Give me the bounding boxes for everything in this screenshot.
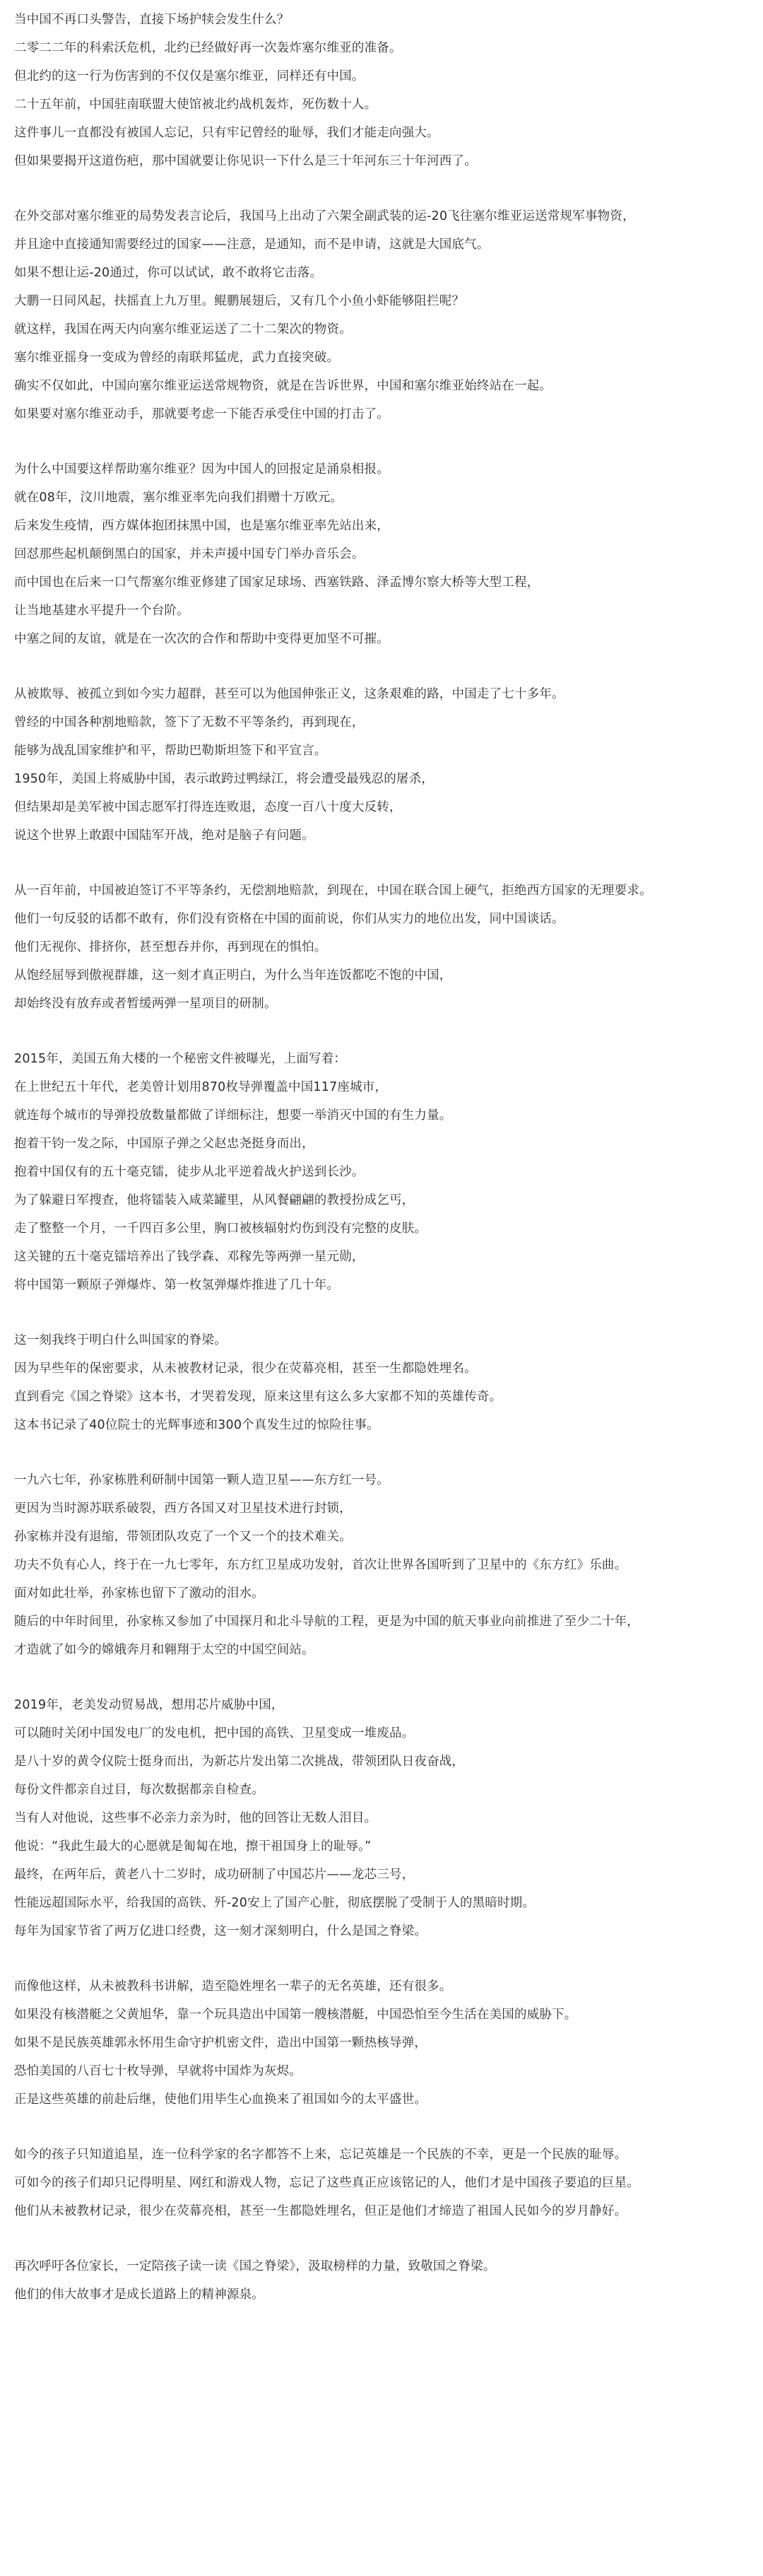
text-line: 直到看完《国之脊梁》这本书，才哭着发现，原来这里有这么多大家都不知的英雄传奇。 — [14, 1390, 502, 1404]
text-line: 说这个世界上敢跟中国陆军开战，绝对是脑子有问题。 — [14, 829, 314, 843]
paragraph — [14, 877, 763, 1018]
text-line: 在外交部对塞尔维亚的局势发表言论后，我国马上出动了六架全副武装的运-20飞往塞尔维亚运送常规军事物资， — [14, 209, 635, 223]
text-line: 如今的孩子只知道追星，连一位科学家的名字都答不上来，忘记英雄是一个民族的不幸，更是一个民族的耻辱。 — [14, 2148, 627, 2162]
text-line: 他们无视你、排挤你，甚至想吞并你，再到现在的惧怕。 — [14, 940, 327, 954]
paragraph — [14, 6, 763, 175]
text-line: 从被欺辱、被孤立到如今实力超群，甚至可以为他国伸张正义，这条艰难的路，中国走了七十多年。 — [14, 687, 564, 701]
text-line: 但结果却是美军被中国志愿军打得连连败退，态度一百八十度大反转， — [14, 800, 402, 814]
text-line: 确实不仅如此，中国向塞尔维亚运送常规物资，就是在告诉世界，中国和塞尔维亚始终站在一起。 — [14, 379, 552, 393]
text-line: 从一百年前，中国被迫签订不平等条约，无偿割地赔款，到现在，中国在联合国上硬气，拒绝西方国家的无理要求。 — [14, 884, 652, 898]
text-line: 但北约的这一行为伤害到的不仅仅是塞尔维亚，同样还有中国。 — [14, 69, 365, 83]
paragraph — [14, 1045, 763, 1299]
text-line: 而中国也在后来一口气帮塞尔维亚修建了国家足球场、西塞铁路、泽孟博尔察大桥等大型工程， — [14, 575, 540, 590]
text-line: 功夫不负有心人，终于在一九七零年，东方红卫星成功发射，首次让世界各国听到了卫星中的《东方红》乐曲。 — [14, 1558, 627, 1572]
text-line: 为什么中国要这样帮助塞尔维亚？因为中国人的回报定是涌泉相报。 — [14, 462, 389, 476]
text-line: 大鹏一日同风起，扶摇直上九万里。鲲鹏展翅后，又有几个小鱼小虾能够阻拦呢？ — [14, 294, 465, 308]
text-line: 每份文件都亲自过目，每次数据都亲自检查。 — [14, 1783, 264, 1797]
text-line: 孙家栋并没有退缩，带领团队攻克了一个又一个的技术难关。 — [14, 1530, 352, 1544]
text-line: 这件事儿一直都没有被国人忘记，只有牢记曾经的耻辱，我们才能走向强大。 — [14, 126, 439, 140]
paragraph — [14, 2141, 763, 2225]
text-line: 这一刻我终于明白什么叫国家的脊梁。 — [14, 1333, 227, 1347]
text-line: 可以随时关闭中国发电厂的发电机，把中国的高铁、卫星变成一堆废品。 — [14, 1726, 415, 1740]
text-line: 他们一句反驳的话都不敢有，你们没有资格在中国的面前说，你们从实力的地位出发，同中国谈话。 — [14, 912, 564, 926]
text-line: 是八十岁的黄令仪院士挺身而出，为新芯片发出第二次挑战，带领团队日夜奋战， — [14, 1755, 465, 1769]
text-line: 最终，在两年后，黄老八十二岁时，成功研制了中国芯片——龙芯三号， — [14, 1868, 415, 1882]
text-line: 塞尔维亚摇身一变成为曾经的南联邦猛虎，武力直接突破。 — [14, 351, 340, 365]
text-line: 性能远超国际水平，给我国的高铁、歼-20安上了国产心脏，彻底摆脱了受制于人的黑暗时期。 — [14, 1896, 536, 1910]
text-line: 在上世纪五十年代，老美曾计划用870枚导弹覆盖中国117座城市， — [14, 1080, 388, 1094]
paragraph — [14, 1972, 763, 2114]
paragraph — [14, 2252, 763, 2309]
paragraph — [14, 1466, 763, 1664]
text-line: 他说：“我此生最大的心愿就是匍匐在地，擦干祖国身上的耻辱。” — [14, 1839, 372, 1854]
text-line: 他们的伟大故事才是成长道路上的精神源泉。 — [14, 2288, 264, 2302]
text-line: 才造就了如今的嫦娥奔月和翱翔于太空的中国空间站。 — [14, 1643, 314, 1657]
text-line: 当有人对他说，这些事不必亲力亲为时，他的回答让无数人泪目。 — [14, 1811, 377, 1825]
text-line: 如果没有核潜艇之父黄旭华，靠一个玩具造出中国第一艘核潜艇，中国恐怕至今生活在美国的威胁下。 — [14, 2008, 577, 2022]
text-line: 随后的中年时间里，孙家栋又参加了中国探月和北斗导航的工程，更是为中国的航天事业向前推进了至少二十年， — [14, 1615, 639, 1629]
paragraph — [14, 680, 763, 850]
text-line: 如果要对塞尔维亚动手，那就要考虑一下能否承受住中国的打击了。 — [14, 407, 389, 421]
text-line: 正是这些英雄的前赴后继，使他们用毕生心血换来了祖国如今的太平盛世。 — [14, 2092, 427, 2107]
paragraph — [14, 1326, 763, 1439]
paragraph — [14, 1691, 763, 1945]
text-line: 这本书记录了40位院士的光辉事迹和300个真发生过的惊险往事。 — [14, 1418, 379, 1432]
text-line: 抱着干钧一发之际，中国原子弹之父赵忠尧挺身而出， — [14, 1137, 314, 1151]
text-line: 回怼那些起机颠倒黑白的国家，并未声援中国专门举办音乐会。 — [14, 547, 365, 561]
text-line: 走了整整一个月，一千四百多公里，胸口被核辐射灼伤到没有完整的皮肤。 — [14, 1222, 427, 1236]
text-line: 再次呼吁各位家长，一定陪孩子读一读《国之脊梁》，汲取榜样的力量，致敬国之脊梁。 — [14, 2259, 496, 2273]
text-line: 后来发生疫情，西方媒体抱团抹黑中国，也是塞尔维亚率先站出来， — [14, 519, 389, 533]
text-line: 他们从未被教材记录，很少在荧幕亮相，甚至一生都隐姓埋名，但正是他们才缔造了祖国人民如今的岁月静好。 — [14, 2204, 627, 2218]
text-line: 这关键的五十毫克镭培养出了钱学森、邓稼先等两弹一星元勋， — [14, 1250, 365, 1264]
text-line: 恐怕美国的八百七十枚导弹，早就将中国炸为灰烬。 — [14, 2064, 302, 2078]
text-line: 如果不是民族英雄郭永怀用生命守护机密文件，造出中国第一颗热核导弹， — [14, 2036, 427, 2050]
text-line: 让当地基建水平提升一个台阶。 — [14, 604, 189, 618]
text-line: 为了躲避日军搜查，他将镭装入咸菜罐里，从风餐翩翩的教授扮成乞丐， — [14, 1193, 415, 1207]
text-line: 就在08年，汶川地震，塞尔维亚率先向我们捐赠十万欧元。 — [14, 491, 343, 505]
text-line: 当中国不再口头警告，直接下场护犊会发生什么？ — [14, 13, 290, 27]
text-line: 并且途中直接通知需要经过的国家——注意，是通知，而不是申请，这就是大国底气。 — [14, 238, 490, 252]
text-line: 2019年，老美发动贸易战，想用芯片威胁中国， — [14, 1698, 284, 1712]
text-line: 面对如此壮举，孙家栋也留下了激动的泪水。 — [14, 1586, 264, 1600]
text-line: 如果不想让运-20通过，你可以试试，敢不敢将它击落。 — [14, 266, 323, 280]
text-line: 因为早些年的保密要求，从未被教材记录，很少在荧幕亮相，甚至一生都隐姓埋名。 — [14, 1362, 477, 1376]
text-line: 二零二二年的科索沃危机，北约已经做好再一次轰炸塞尔维亚的准备。 — [14, 41, 402, 55]
text-line: 更因为当时源苏联系破裂，西方各国又对卫星技术进行封锁， — [14, 1501, 352, 1516]
text-line: 2015年，美国五角大楼的一个秘密文件被曝光，上面写着： — [14, 1052, 347, 1066]
text-line: 就这样，我国在两天内向塞尔维亚运送了二十二架次的物资。 — [14, 322, 352, 336]
text-line: 中塞之间的友谊，就是在一次次的合作和帮助中变得更加坚不可摧。 — [14, 632, 389, 646]
text-line: 曾经的中国各种割地赔款，签下了无数不平等条约，再到现在， — [14, 715, 365, 730]
text-line: 二十五年前，中国驻南联盟大使馆被北约战机轰炸，死伤数十人。 — [14, 98, 377, 112]
text-line: 一九六七年，孙家栋胜利研制中国第一颗人造卫星——东方红一号。 — [14, 1473, 389, 1487]
text-line: 1950年，美国上将威胁中国，表示敢跨过鸭绿江，将会遭受最残忍的屠杀， — [14, 772, 434, 786]
text-line: 每年为国家节省了两万亿进口经费，这一刻才深刻明白，什么是国之脊梁。 — [14, 1924, 427, 1938]
text-line: 但如果要揭开这道伤疤，那中国就要让你见识一下什么是三十年河东三十年河西了。 — [14, 154, 477, 168]
text-line: 而像他这样，从未被教科书讲解，造至隐姓埋名一辈子的无名英雄，还有很多。 — [14, 1979, 452, 1994]
text-line: 能够为战乱国家维护和平，帮助巴勒斯坦签下和平宣言。 — [14, 744, 327, 758]
text-line: 可如今的孩子们却只记得明星、网红和游戏人物，忘记了这些真正应该铭记的人，他们才是中国孩子要追的巨星。 — [14, 2176, 639, 2190]
text-line: 将中国第一颗原子弹爆炸、第一枚氢弹爆炸推进了几十年。 — [14, 1278, 340, 1292]
paragraph — [14, 202, 763, 428]
text-line: 从饱经屈辱到傲视群雄，这一刻才真正明白，为什么当年连饭都吃不饱的中国， — [14, 968, 452, 983]
text-line: 抱着中国仅有的五十毫克镭，徒步从北平逆着战火护送到长沙。 — [14, 1165, 365, 1179]
paragraph — [14, 455, 763, 653]
text-line: 就连每个城市的导弹投放数量都做了详细标注，想要一举消灭中国的有生力量。 — [14, 1108, 452, 1123]
text-line: 却始终没有放弃或者暂缓两弹一星项目的研制。 — [14, 997, 277, 1011]
